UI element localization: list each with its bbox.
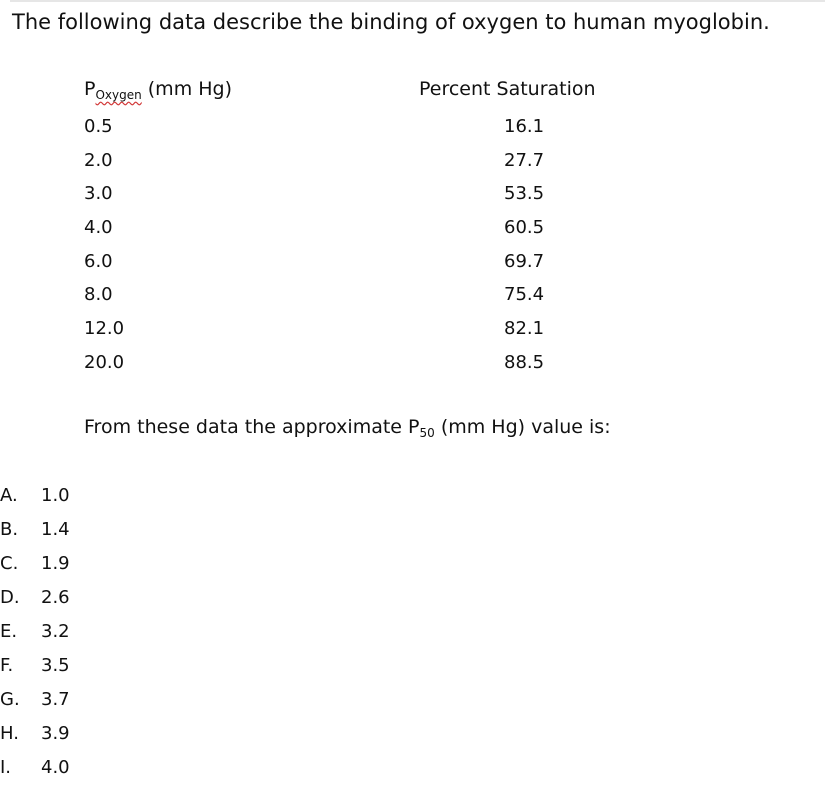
cell-saturation: 82.1 <box>504 318 545 340</box>
cell-p-oxygen: 3.0 <box>84 183 113 205</box>
table-row <box>84 144 624 178</box>
choice-value: 3.5 <box>41 655 70 676</box>
cell-saturation: 53.5 <box>504 183 545 205</box>
cell-p-oxygen: 20.0 <box>84 351 125 373</box>
header-p-oxygen <box>84 76 232 104</box>
header-p-symbol: P <box>84 78 96 100</box>
cell-p-oxygen: 12.0 <box>84 318 125 340</box>
choice-letter: B. <box>0 519 19 540</box>
choice-value: 2.6 <box>41 587 70 608</box>
choice-c[interactable] <box>0 547 200 581</box>
choice-value: 1.0 <box>41 485 70 506</box>
question-after: (mm Hg) value is: <box>434 416 611 438</box>
choice-e[interactable] <box>0 615 200 649</box>
cell-saturation: 16.1 <box>504 116 545 137</box>
cell-p-oxygen: 8.0 <box>84 284 113 306</box>
top-divider <box>10 0 825 2</box>
cell-saturation: 27.7 <box>504 149 545 171</box>
header-p-subscript: Oxygen <box>95 88 142 102</box>
table-row <box>84 346 624 380</box>
intro-text: The following data describe the binding of oxygen to human myoglobin. <box>12 10 770 34</box>
choice-letter: D. <box>0 587 20 608</box>
choice-letter: E. <box>0 621 18 642</box>
choice-value: 3.7 <box>41 689 70 710</box>
cell-p-oxygen: 2.0 <box>84 149 113 171</box>
choice-g[interactable] <box>0 683 200 717</box>
question-subscript: 50 <box>419 426 435 440</box>
table-row <box>84 312 624 346</box>
choice-value: 3.9 <box>41 723 70 744</box>
table-header <box>84 76 624 110</box>
choice-value: 1.4 <box>41 519 70 540</box>
choice-b[interactable] <box>0 513 200 547</box>
cell-p-oxygen: 6.0 <box>84 250 113 272</box>
data-table <box>84 76 624 380</box>
cell-p-oxygen: 4.0 <box>84 217 113 239</box>
answer-choices <box>0 479 200 785</box>
cell-saturation: 88.5 <box>504 351 545 373</box>
choice-letter: F. <box>0 655 14 676</box>
choice-h[interactable] <box>0 717 200 751</box>
cell-saturation: 60.5 <box>504 217 545 239</box>
choice-value: 3.2 <box>41 621 70 642</box>
header-percent-saturation: Percent Saturation <box>419 78 596 100</box>
cell-saturation: 75.4 <box>504 284 545 306</box>
choice-letter: C. <box>0 553 19 574</box>
choice-i[interactable] <box>0 751 200 785</box>
table-row <box>84 177 624 211</box>
choice-letter: A. <box>0 485 18 506</box>
header-p-units: (mm Hg) <box>141 78 233 100</box>
choice-value: 4.0 <box>41 757 70 778</box>
cell-p-oxygen: 0.5 <box>84 116 113 137</box>
table-row <box>84 245 624 279</box>
choice-letter: G. <box>0 689 20 710</box>
question-before: From these data the approximate P <box>84 416 420 438</box>
cell-saturation: 69.7 <box>504 250 545 272</box>
choice-letter: I. <box>0 757 12 778</box>
choice-a[interactable] <box>0 479 200 513</box>
question-text <box>84 412 611 444</box>
table-row <box>84 110 624 144</box>
table-row <box>84 278 624 312</box>
choice-value: 1.9 <box>41 553 70 574</box>
table-row <box>84 211 624 245</box>
choice-d[interactable] <box>0 581 200 615</box>
choice-letter: H. <box>0 723 19 744</box>
choice-f[interactable] <box>0 649 200 683</box>
